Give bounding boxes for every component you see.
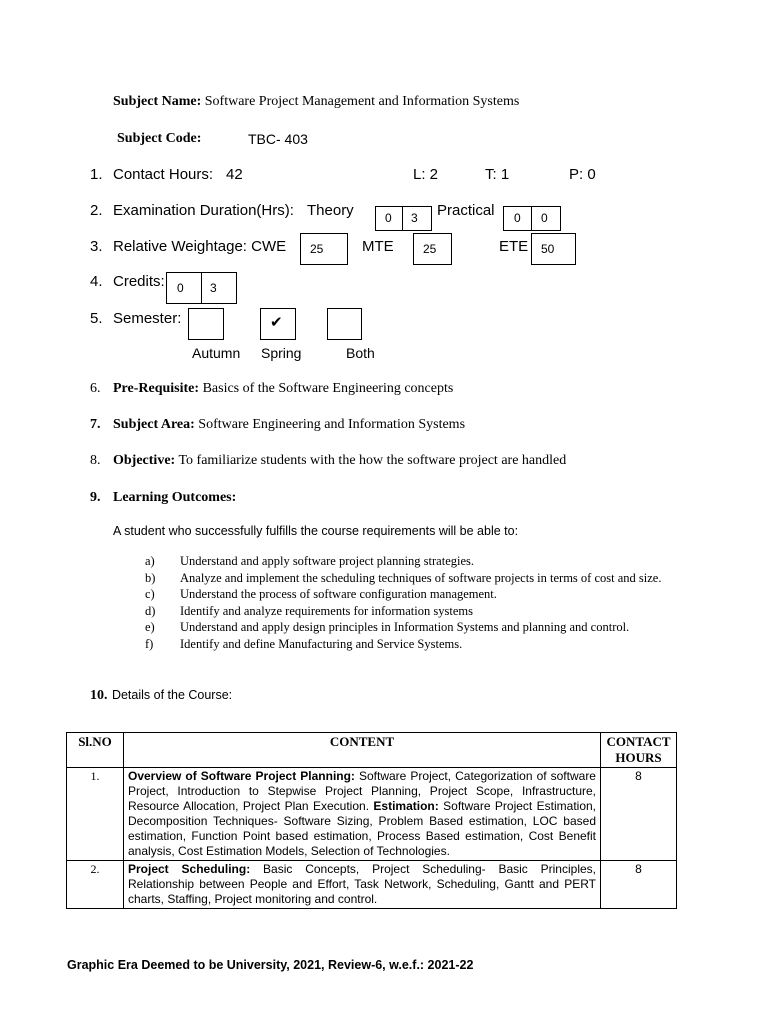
item-number: 2. (90, 202, 103, 219)
box-divider (201, 273, 202, 303)
prerequisite (113, 381, 453, 397)
subject-code-value: TBC- 403 (248, 131, 308, 147)
theory-duration-box (375, 206, 432, 231)
item-number: 7. (90, 417, 101, 432)
row-number: 1. (67, 768, 124, 861)
table-row (67, 861, 677, 909)
list-item (145, 619, 690, 636)
row-hours: 8 (601, 768, 677, 861)
column-header-content: CONTENT (124, 733, 601, 768)
spring-checkbox[interactable] (260, 308, 296, 340)
contact-hours-value: 42 (226, 166, 243, 183)
practical-digit: 0 (514, 211, 521, 225)
prerequisite-label: Pre-Requisite: (113, 381, 200, 396)
item-number: 3. (90, 238, 103, 255)
weightage-label: Relative Weightage: CWE (113, 238, 287, 255)
topic-heading: Project Scheduling: (128, 862, 251, 876)
subject-area (113, 417, 465, 433)
subject-name (113, 94, 519, 110)
credits-box (166, 272, 237, 304)
learning-outcomes-label: Learning Outcomes: (113, 490, 237, 505)
objective (113, 453, 566, 469)
theory-digit: 3 (411, 211, 418, 225)
subject-name-label: Subject Name: (113, 94, 202, 109)
subject-name-value: Software Project Management and Information Systems (204, 94, 520, 109)
subject-code-label: Subject Code: (117, 131, 202, 146)
topic-text: Basic Concepts, Project Scheduling- Basic Principles, Relationship between People and Effort, Task Network, Scheduling, Gantt and PERT charts, Staffing, Project monitoring and control. (128, 862, 596, 906)
theory-digit: 0 (385, 211, 392, 225)
both-label: Both (346, 345, 375, 361)
topic-heading: Estimation: (373, 799, 439, 813)
ete-box (531, 233, 576, 265)
mte-value: 25 (423, 242, 437, 256)
item-number: 1. (90, 166, 103, 183)
cwe-box (300, 233, 348, 265)
item-number: 5. (90, 310, 103, 327)
credits-label: Credits: (113, 273, 165, 290)
semester-label: Semester: (113, 310, 182, 327)
ete-value: 50 (541, 242, 555, 256)
list-marker: d) (145, 603, 156, 618)
table-row (67, 768, 677, 861)
hours-header-line: HOURS (615, 750, 662, 765)
spring-label: Spring (261, 345, 302, 361)
autumn-checkbox[interactable] (188, 308, 224, 340)
item-number: 8. (90, 453, 101, 468)
course-details-heading (90, 686, 232, 704)
credits-digit: 0 (177, 281, 184, 295)
outcome-text: Identify and define Manufacturing and Service Systems. (180, 636, 463, 651)
credits-digit: 3 (210, 281, 217, 295)
mte-box (413, 233, 452, 265)
course-content-table (66, 732, 677, 909)
prerequisite-value: Basics of the Software Engineering concepts (202, 381, 454, 396)
list-marker: f) (145, 636, 154, 651)
row-content (124, 861, 601, 909)
both-checkbox[interactable] (327, 308, 362, 340)
outcome-text: Understand the process of software configuration management. (180, 587, 497, 601)
objective-label: Objective: (113, 453, 176, 468)
practical-hours: P: 0 (569, 166, 596, 183)
list-item (145, 636, 690, 653)
course-details-label: Details of the Course: (111, 688, 233, 702)
list-marker: e) (145, 620, 155, 634)
theory-label: Theory (307, 202, 354, 219)
topic-text: Software Project Estimation, Decomposition Techniques- Software Sizing, Problem Based estimation, LOC based estimation, Function Point based estimation, Process Based estimation, Cost Benefit analysis, Cost Estimation Models, Selection of Technologies. (128, 799, 596, 858)
mte-label: MTE (362, 238, 394, 255)
topic-heading: Overview of Software Project Planning: (128, 769, 355, 783)
hours-header-line: CONTACT (606, 734, 671, 749)
row-number: 2. (67, 861, 124, 909)
check-icon: ✔ (270, 314, 283, 331)
item-number: 4. (90, 273, 103, 290)
list-item (145, 586, 690, 603)
list-marker: b) (145, 570, 156, 585)
list-item (145, 603, 690, 620)
outcome-text: Understand and apply software project planning strategies. (180, 554, 475, 568)
objective-value: To familiarize students with the how the software project are handled (178, 453, 567, 468)
column-header-hours (601, 733, 677, 768)
practical-digit: 0 (541, 211, 548, 225)
row-hours: 8 (601, 861, 677, 909)
exam-duration-label: Examination Duration(Hrs): (113, 202, 294, 219)
list-item (145, 570, 690, 587)
learning-outcomes-intro: A student who successfully fulfills the course requirements will be able to: (113, 524, 519, 538)
outcome-text: Analyze and implement the scheduling techniques of software projects in terms of cost and size. (180, 570, 662, 585)
page-footer: Graphic Era Deemed to be University, 2021, Review-6, w.e.f.: 2021-22 (67, 958, 474, 972)
subject-area-label: Subject Area: (113, 417, 195, 432)
practical-label: Practical (437, 202, 495, 219)
box-divider (402, 207, 403, 230)
subject-area-value: Software Engineering and Information Systems (198, 417, 466, 432)
outcome-text: Identify and analyze requirements for information systems (180, 603, 473, 618)
tutorial-hours: T: 1 (485, 166, 510, 183)
list-marker: c) (145, 587, 155, 601)
item-number: 6. (90, 381, 101, 396)
contact-hours-label: Contact Hours: (113, 166, 214, 183)
cwe-value: 25 (310, 242, 324, 256)
box-divider (531, 207, 532, 230)
lecture-hours: L: 2 (413, 166, 439, 183)
item-number: 9. (90, 490, 101, 505)
table-header-row (67, 733, 677, 768)
practical-duration-box (503, 206, 561, 231)
autumn-label: Autumn (192, 345, 241, 361)
column-header-slno: Sl.NO (67, 733, 124, 768)
topic-text: Software Project, Categorization of software Project, Introduction to Stepwise Project Planning, Project Scope, Infrastructure, Resource Allocation, Project Plan Execution. (128, 769, 596, 813)
list-marker: a) (145, 554, 155, 568)
list-item (145, 553, 690, 570)
learning-outcomes-list (145, 553, 690, 652)
row-content (124, 768, 601, 861)
ete-label: ETE (499, 238, 529, 255)
outcome-text: Understand and apply design principles in Information Systems and planning and control. (180, 620, 630, 634)
item-number: 10. (90, 688, 108, 703)
